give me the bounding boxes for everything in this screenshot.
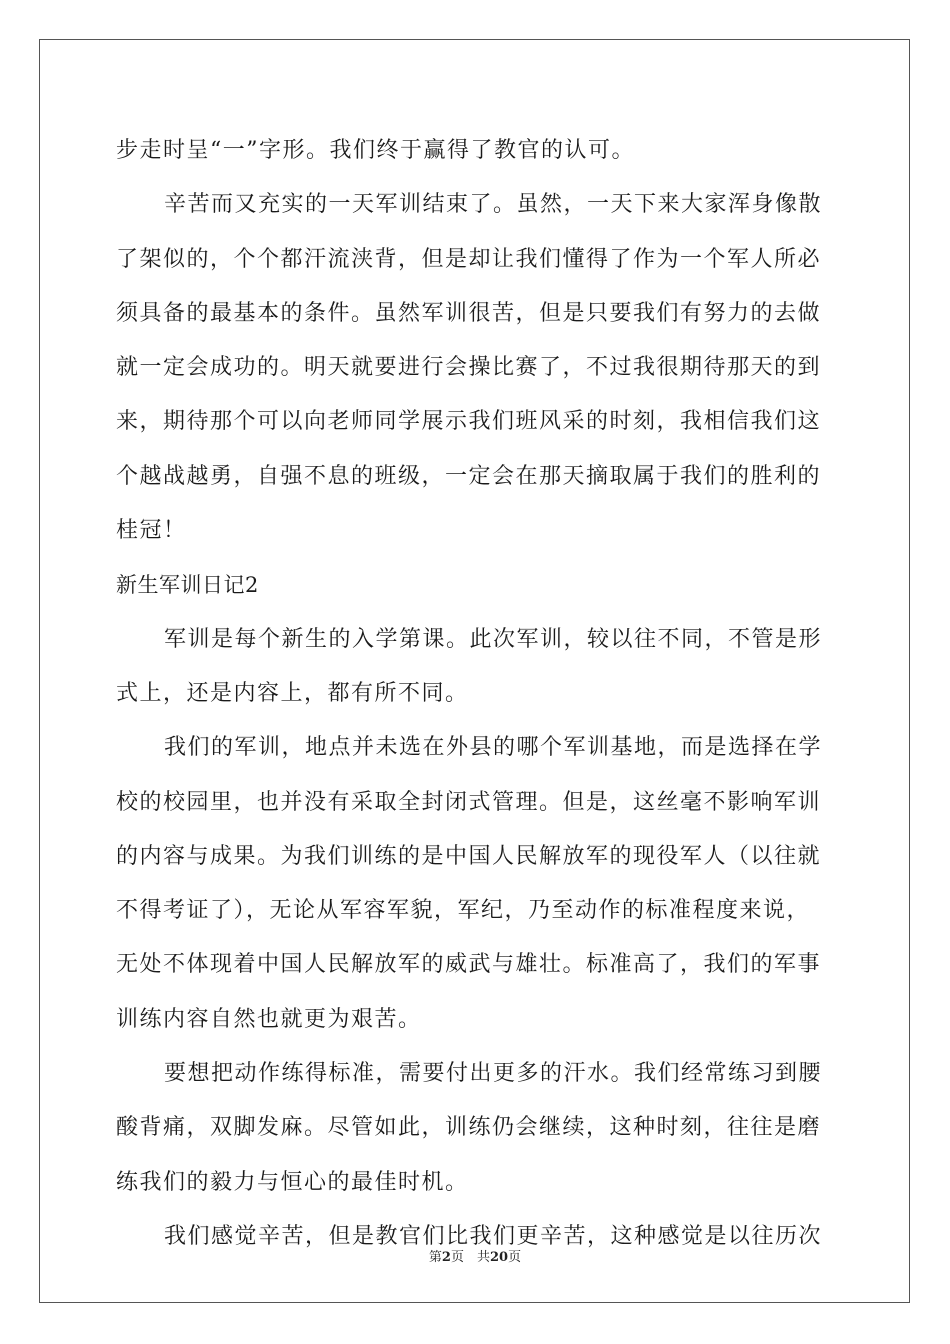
text-line: 练我们的毅力与恒心的最佳时机。: [116, 1169, 469, 1195]
text-line: 辛苦而又充实的一天军训结束了。虽然，一天下来大家浑身像散: [164, 192, 823, 218]
text-line: 步走时呈“一”字形。我们终于赢得了教官的认可。: [116, 138, 635, 163]
footer-suffix: 页: [508, 1250, 522, 1265]
footer-prefix: 第: [428, 1250, 442, 1265]
text-line: 式上，还是内容上，都有所不同。: [116, 680, 469, 706]
text-line: 要想把动作练得标准，需要付出更多的汗水。我们经常练习到腰: [164, 1061, 823, 1087]
text-line: 我们感觉辛苦，但是教官们比我们更辛苦，这种感觉是以往历次: [164, 1223, 823, 1249]
text-line: 无处不体现着中国人民解放军的威武与雄壮。标准高了，我们的军事: [116, 952, 822, 978]
total-page-count: 20: [489, 1250, 509, 1265]
current-page-number: 2: [441, 1250, 451, 1265]
text-line: 就一定会成功的。明天就要进行会操比赛了，不过我很期待那天的到: [116, 355, 822, 381]
text-line: 不得考证了），无论从军容军貌，军纪，乃至动作的标准程度来说，: [116, 898, 811, 924]
text-line: 校的校园里，也并没有采取全封闭式管理。但是，这丝毫不影响军训: [116, 789, 822, 815]
text-line: 个越战越勇，自强不息的班级，一定会在那天摘取属于我们的胜利的: [116, 463, 822, 489]
text-line: 我们的军训，地点并未选在外县的哪个军训基地，而是选择在学: [164, 735, 823, 761]
text-line: 来，期待那个可以向老师同学展示我们班风采的时刻，我相信我们这: [116, 409, 822, 435]
section-heading: 新生军训日记2: [116, 573, 259, 598]
page-footer: [0, 1246, 950, 1265]
text-line: 的内容与成果。为我们训练的是中国人民解放军的现役军人（以往就: [116, 843, 822, 869]
text-line: 酸背痛，双脚发麻。尽管如此，训练仍会继续，这种时刻，往往是磨: [116, 1115, 822, 1141]
text-line: 了架似的，个个都汗流浃背，但是却让我们懂得了作为一个军人所必: [116, 246, 822, 272]
text-line: 训练内容自然也就更为艰苦。: [116, 1006, 422, 1032]
footer-mid: 页 共: [450, 1250, 490, 1265]
document-body: [116, 124, 834, 1264]
text-line: 军训是每个新生的入学第课。此次军训，较以往不同，不管是形: [164, 626, 823, 652]
text-line: 桂冠！: [116, 518, 187, 544]
text-line: 须具备的最基本的条件。虽然军训很苦，但是只要我们有努力的去做: [116, 300, 822, 326]
